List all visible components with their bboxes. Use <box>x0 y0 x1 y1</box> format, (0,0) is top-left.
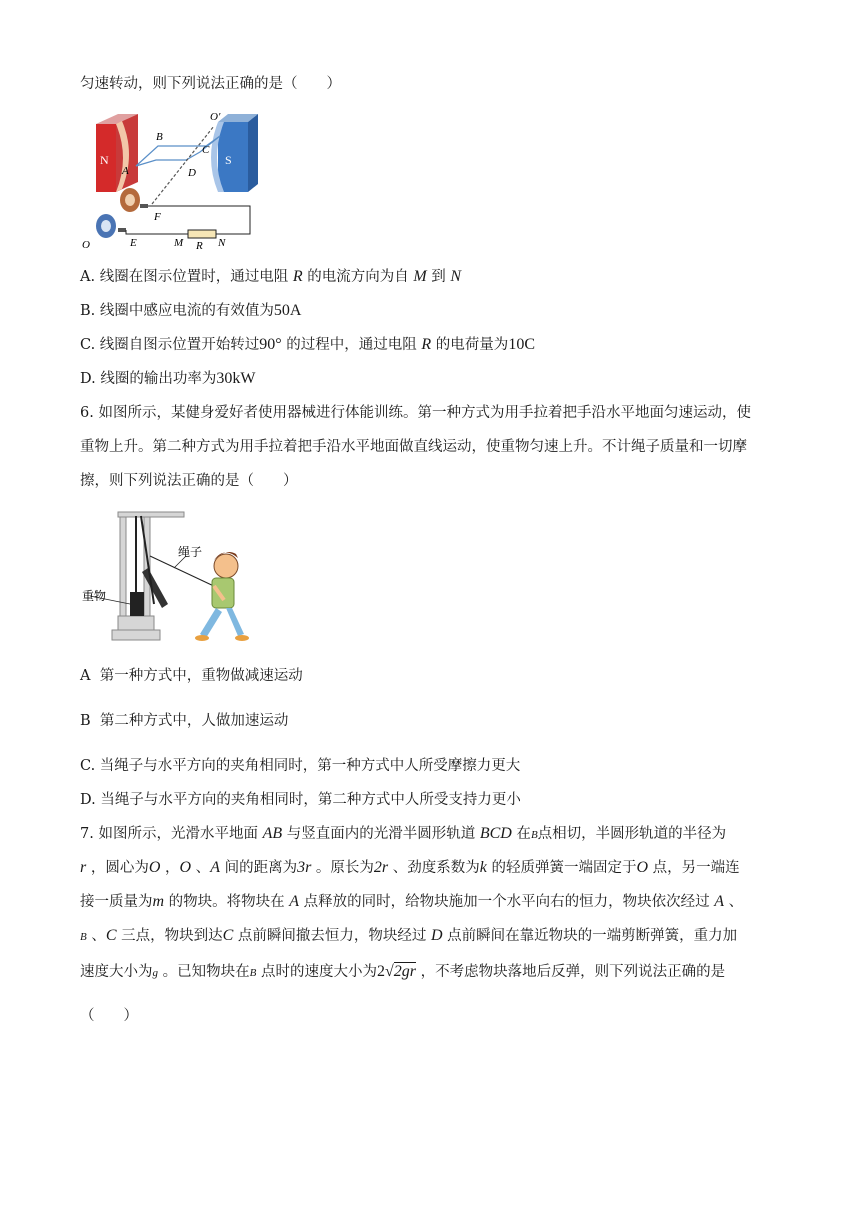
q7-l4-t2: 三点，物块到达 <box>116 928 223 944</box>
q7-sqrt-coef: 2 <box>376 963 385 980</box>
q7-var-k: k <box>479 859 487 876</box>
person <box>195 552 249 641</box>
q7-l3-t3: 点释放的同时，给物块施加一个水平向右的恒力，物块依次经过 <box>299 894 715 910</box>
q7-var-O-2: O <box>179 859 192 876</box>
q5-c-text2: 的过程中，通过电阻 <box>281 337 422 353</box>
label-O: O <box>82 239 90 251</box>
q7-l2-t6: 、劲度系数为 <box>388 860 480 876</box>
q7-l2-t4: 间的距离为 <box>219 860 298 876</box>
q7-var-C-2: C <box>222 927 234 944</box>
q5-c-angle: 90° <box>259 336 282 353</box>
weight-label: 重物 <box>82 589 107 603</box>
q6-stem-line-2: 重物上升。第二种方式为用手拉着把手沿水平地面做直线运动，使重物匀速上升。不计绳子质量和一切摩 <box>80 439 747 455</box>
q5-c-text3: 的电荷量为 <box>431 337 509 353</box>
s-magnet <box>211 114 258 192</box>
gym-machine <box>112 512 184 640</box>
q5-a-text3: 到 <box>426 269 451 285</box>
sqrt-sign: √ <box>384 963 394 980</box>
q7-l2-t2: ， <box>160 860 180 876</box>
q5-b-text: B. 线圈中感应电流的有效值为 <box>80 303 274 319</box>
q6-c-letter: C. <box>80 758 96 774</box>
label-C: C <box>202 144 210 156</box>
label-N: N <box>100 153 109 167</box>
q7-l1-t4: 点相切，半圆形轨道的半径为 <box>537 826 727 842</box>
q7-var-B: B <box>530 829 538 841</box>
q7-var-A-1: A <box>210 859 220 876</box>
q6-a-text: 第一种方式中，重物做减速运动 <box>99 668 303 684</box>
q6-d-text: 当绳子与水平方向的夹角相同时，第二种方式中人所受支持力更小 <box>100 792 521 808</box>
label-M: M <box>174 237 184 249</box>
q7-var-m: m <box>152 893 165 910</box>
q7-l1-t1: 7. 如图所示，光滑水平地面 <box>80 826 263 842</box>
q6-option-b[interactable] <box>80 711 288 731</box>
rope <box>150 556 218 588</box>
coil <box>136 126 220 204</box>
q7-answer-blank: （ ） <box>80 1008 138 1024</box>
q7-var-O-3: O <box>636 859 649 876</box>
q6-b-text: 第二种方式中，人做加速运动 <box>99 713 289 729</box>
label-S: S <box>225 153 232 167</box>
q5-c-text1: C. 线圈自图示位置开始转过 <box>80 337 260 353</box>
rope-label: 绳子 <box>178 545 203 559</box>
q7-l4-t4: 点前瞬间在靠近物块的一端剪断弹簧，重力加 <box>442 928 738 944</box>
label-R: R <box>196 240 203 252</box>
q6-c-text: 当绳子与水平方向的夹角相同时，第一种方式中人所受摩擦力更大 <box>99 758 521 774</box>
q7-var-B-3: B <box>249 967 257 979</box>
q5-b-value: 50A <box>273 302 302 319</box>
q7-l2-t5: 。原长为 <box>311 860 374 876</box>
q6-gym-figure <box>78 508 278 648</box>
q5-d-value: 30kW <box>216 370 256 387</box>
label-D: D <box>188 167 196 179</box>
q7-l5-t2: 。已知物块在 <box>158 964 250 980</box>
n-magnet <box>96 114 138 192</box>
q7-line-3 <box>80 892 743 912</box>
q7-line-1 <box>80 824 726 845</box>
q7-l2-t1: ，圆心为 <box>86 860 149 876</box>
q5-option-a[interactable] <box>80 267 461 287</box>
q7-l1-t2: 与竖直面内的光滑半圆形轨道 <box>282 826 480 842</box>
weight-stack <box>130 592 144 616</box>
q5-stem-tail: 匀速转动，则下列说法正确的是（ ） <box>80 76 341 92</box>
q6-stem-line-3: 擦，则下列说法正确的是（ ） <box>80 473 298 489</box>
q7-l1-t3: 在 <box>511 826 531 842</box>
q6-b-letter: B <box>80 713 91 729</box>
q7-l3-t2: 的物块。将物块在 <box>164 894 290 910</box>
q5-option-b[interactable] <box>80 301 301 321</box>
q6-option-c[interactable] <box>80 756 520 776</box>
slip-rings <box>96 188 148 238</box>
q6-a-letter: A <box>80 668 91 684</box>
q7-var-D: D <box>431 927 443 944</box>
q6-d-letter: D. <box>80 792 96 808</box>
q7-var-3r: 3r <box>297 859 312 876</box>
q6-option-a[interactable] <box>80 666 303 686</box>
q7-l5-t1: 速度大小为 <box>80 964 153 980</box>
q7-line-2 <box>80 858 740 878</box>
q7-var-BCD: BCD <box>479 825 512 842</box>
label-Nterm: N <box>218 237 226 249</box>
q7-l3-t1: 接一质量为 <box>80 894 153 910</box>
q5-c-var-R: R <box>421 336 432 353</box>
q5-a-text1: A. 线圈在图示位置时，通过电阻 <box>80 269 293 285</box>
q7-var-r: r <box>80 859 87 876</box>
label-F: F <box>154 211 161 223</box>
q5-a-var-R: R <box>292 268 303 285</box>
q7-var-A-2: A <box>289 893 300 910</box>
q7-var-B-2: B <box>80 931 87 943</box>
q7-var-AB: AB <box>262 825 283 842</box>
q6-option-d[interactable] <box>80 790 521 810</box>
label-B: B <box>156 131 163 143</box>
q7-var-O-1: O <box>148 859 161 876</box>
q7-l4-t3: 点前瞬间撤去恒力，物块经过 <box>233 928 432 944</box>
q5-a-text2: 的电流方向为自 <box>302 269 414 285</box>
q7-l2-t7: 的轻质弹簧一端固定于 <box>486 860 637 876</box>
q7-var-g: g <box>152 967 158 979</box>
q7-line-4 <box>80 926 737 947</box>
q5-generator-figure <box>78 108 278 256</box>
q7-var-A-3: A <box>714 893 725 910</box>
q7-l4-t1: 、 <box>86 928 106 944</box>
q5-option-d[interactable] <box>80 369 255 389</box>
q7-l2-t3: 、 <box>191 860 211 876</box>
q5-a-var-M: M <box>413 268 427 285</box>
q5-a-var-N: N <box>450 268 462 285</box>
q7-l5-t4: ，不考虑物块落地后反弹，则下列说法正确的是 <box>415 964 726 980</box>
q7-var-C-1: C <box>105 927 117 944</box>
q7-var-2r: 2r <box>373 859 389 876</box>
q7-l5-t3: 点时的速度大小为 <box>256 964 377 980</box>
q5-d-text: D. 线圈的输出功率为 <box>80 371 217 387</box>
label-Oprime: O′ <box>210 111 221 123</box>
q6-stem-line-1: 6. 如图所示，某健身爱好者使用器械进行体能训练。第一种方式为用手拉着把手沿水平地面匀速运动，使 <box>80 405 751 421</box>
q7-l3-t4: 、 <box>724 894 744 910</box>
q7-sqrt-radicand: 2gr <box>393 963 416 980</box>
label-A: A <box>122 165 129 177</box>
q5-c-value: 10C <box>508 336 535 353</box>
external-circuit <box>126 206 250 238</box>
resistor-R <box>188 230 216 238</box>
q7-l2-t8: 点，另一端连 <box>648 860 740 876</box>
q7-line-5 <box>80 962 725 983</box>
label-E: E <box>130 237 137 249</box>
q5-option-c[interactable] <box>80 335 535 355</box>
